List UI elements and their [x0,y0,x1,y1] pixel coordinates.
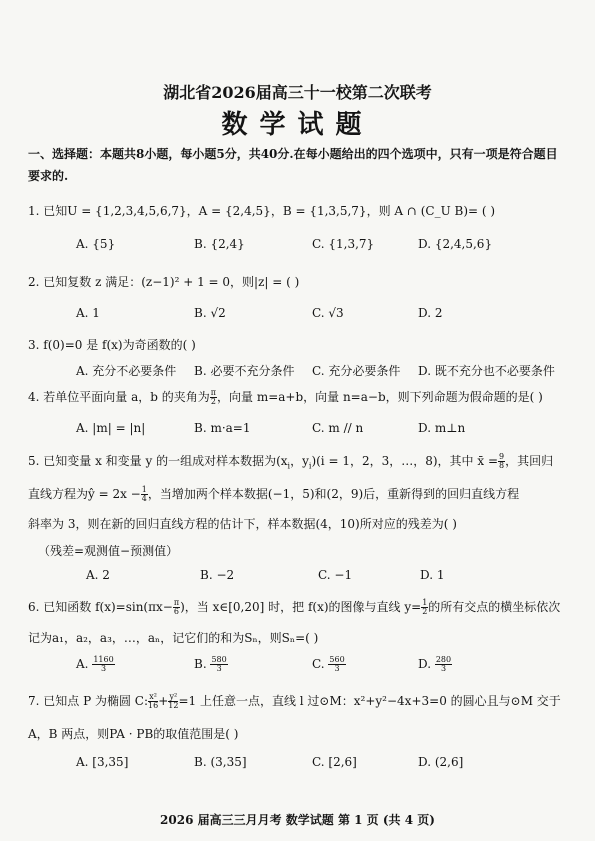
q7-option-b: B. (3,35] [194,755,247,769]
q5-xbar-fraction: $\frac{9}{8}$ [499,452,505,470]
q5-option-d: D. 1 [420,568,445,582]
q4-option-d: D. m⊥n [418,421,466,435]
question-6-line1: 6. 已知函数 f(x)=sin(πx− $\frac{\pi}{6}$ )，当 x∈[0,20] 时，把 f(x)的图像与直线 y= $\frac{1}{2}$ 的所有交点的横坐标依次 [28,598,561,616]
page-footer: 2026 届高三三月月考 数学试题 第 1 页 (共 4 页) [160,813,435,827]
q6-phase-fraction: $\frac{\pi}{6}$ [173,598,180,616]
q6-option-d: D. $\frac{280}{3}$ [418,655,452,673]
q4-option-c: C. m // n [312,421,364,435]
exam-title: 湖北省2026届高三十一校第二次联考 [163,83,432,102]
q2-option-d: D. 2 [418,306,443,320]
q6-y-fraction: $\frac{1}{2}$ [422,598,428,616]
question-5-line2: 直线方程为ŷ = 2x − $\frac{1}{4}$ ，当增加两个样本数据(−1，5)和(2，9)后，重新得到的回归直线方程 [28,485,520,503]
q7-y-fraction: $\frac{\text{y²}}{12}$ [168,692,179,710]
q3-option-d: D. 既不充分也不必要条件 [418,364,555,378]
q1-option-c: C. {1,3,7} [312,237,375,251]
q3-option-b: B. 必要不充分条件 [194,364,295,378]
q6-option-c: C. $\frac{560}{3}$ [312,655,345,673]
q5-option-c: C. −1 [318,568,353,582]
question-1-stem: 1. 已知U = {1,2,3,4,5,6,7}，A = {2,4,5}，B = {1,3,5,7}，则 A ∩ (C_U B)= ( ) [28,204,496,218]
question-2-stem: 2. 已知复数 z 满足：(z−1)² + 1 = 0，则|z| = ( ) [28,275,300,289]
q4-stem-part2: ，向量 m=a+b，向量 n=a−b，则下列命题为假命题的是( ) [217,390,543,404]
q4-stem-part1: 4. 若单位平面向量 a，b 的夹角为 [28,390,210,404]
question-5-line3: 斜率为 3，则在新的回归直线方程的估计下，样本数据(4，10)所对应的残差为( ) [28,517,457,531]
question-4-stem [28,388,543,406]
q5-option-b: B. −2 [200,568,235,582]
q7-x-fraction: $\frac{\text{x²}}{16}$ [148,692,159,710]
q2-option-b: B. √2 [194,306,226,320]
section-heading: 一、选择题：本题共8小题，每小题5分，共40分.在每小题给出的四个选项中，只有一项是符合题目要求的. [28,147,558,183]
question-3-stem: 3. f(0)=0 是 f(x)为奇函数的( ) [28,338,196,352]
q1-option-a: A. {5} [76,237,116,251]
q4-option-b: B. m·a=1 [194,421,251,435]
q2-option-a: A. 1 [76,306,100,320]
q5-intercept-fraction: $\frac{1}{4}$ [141,485,147,503]
question-7-line2: A，B 两点，则PA · PB的取值范围是( ) [28,727,239,741]
q6-option-b: B. $\frac{580}{3}$ [194,655,227,673]
q6-option-a: A. $\frac{1160}{3}$ [76,655,114,673]
question-5-note: （残差=观测值−预测值） [38,544,179,558]
question-7-line1: 7. 已知点 P 为椭圆 C: $\frac{\text{x²}}{16}$ + $\frac{\text{y²}}{12}$ =1 上任意一点，直线 l 过⊙M：x²+y²−4x+3=0 的圆心且与⊙M 交于 [28,692,561,710]
q7-option-d: D. (2,6] [418,755,464,769]
q1-option-b: B. {2,4} [194,237,245,251]
question-5-line1: 5. 已知变量 x 和变量 y 的一组成对样本数据为($x_i$，$y_i)(i = 1$，2，3，…，8)，其中 x̄ = $\frac{9}{8}$ ，其回归 [28,452,554,471]
q7-option-a: A. [3,35] [76,755,129,769]
question-6-line2: 记为a₁，a₂，a₃，…，aₙ，记它们的和为Sₙ，则Sₙ=( ) [28,631,319,645]
q7-option-c: C. [2,6] [312,755,357,769]
q4-option-a: A. |m| = |n| [76,421,146,435]
q3-option-a: A. 充分不必要条件 [76,364,177,378]
q4-angle-fraction: $\frac{\pi}{2}$ [210,388,216,406]
q2-option-c: C. √3 [312,306,344,320]
q5-option-a: A. 2 [86,568,110,582]
subject-title: 数学试题 [221,110,374,140]
q3-option-c: C. 充分必要条件 [312,364,401,378]
q1-option-d: D. {2,4,5,6} [418,237,493,251]
